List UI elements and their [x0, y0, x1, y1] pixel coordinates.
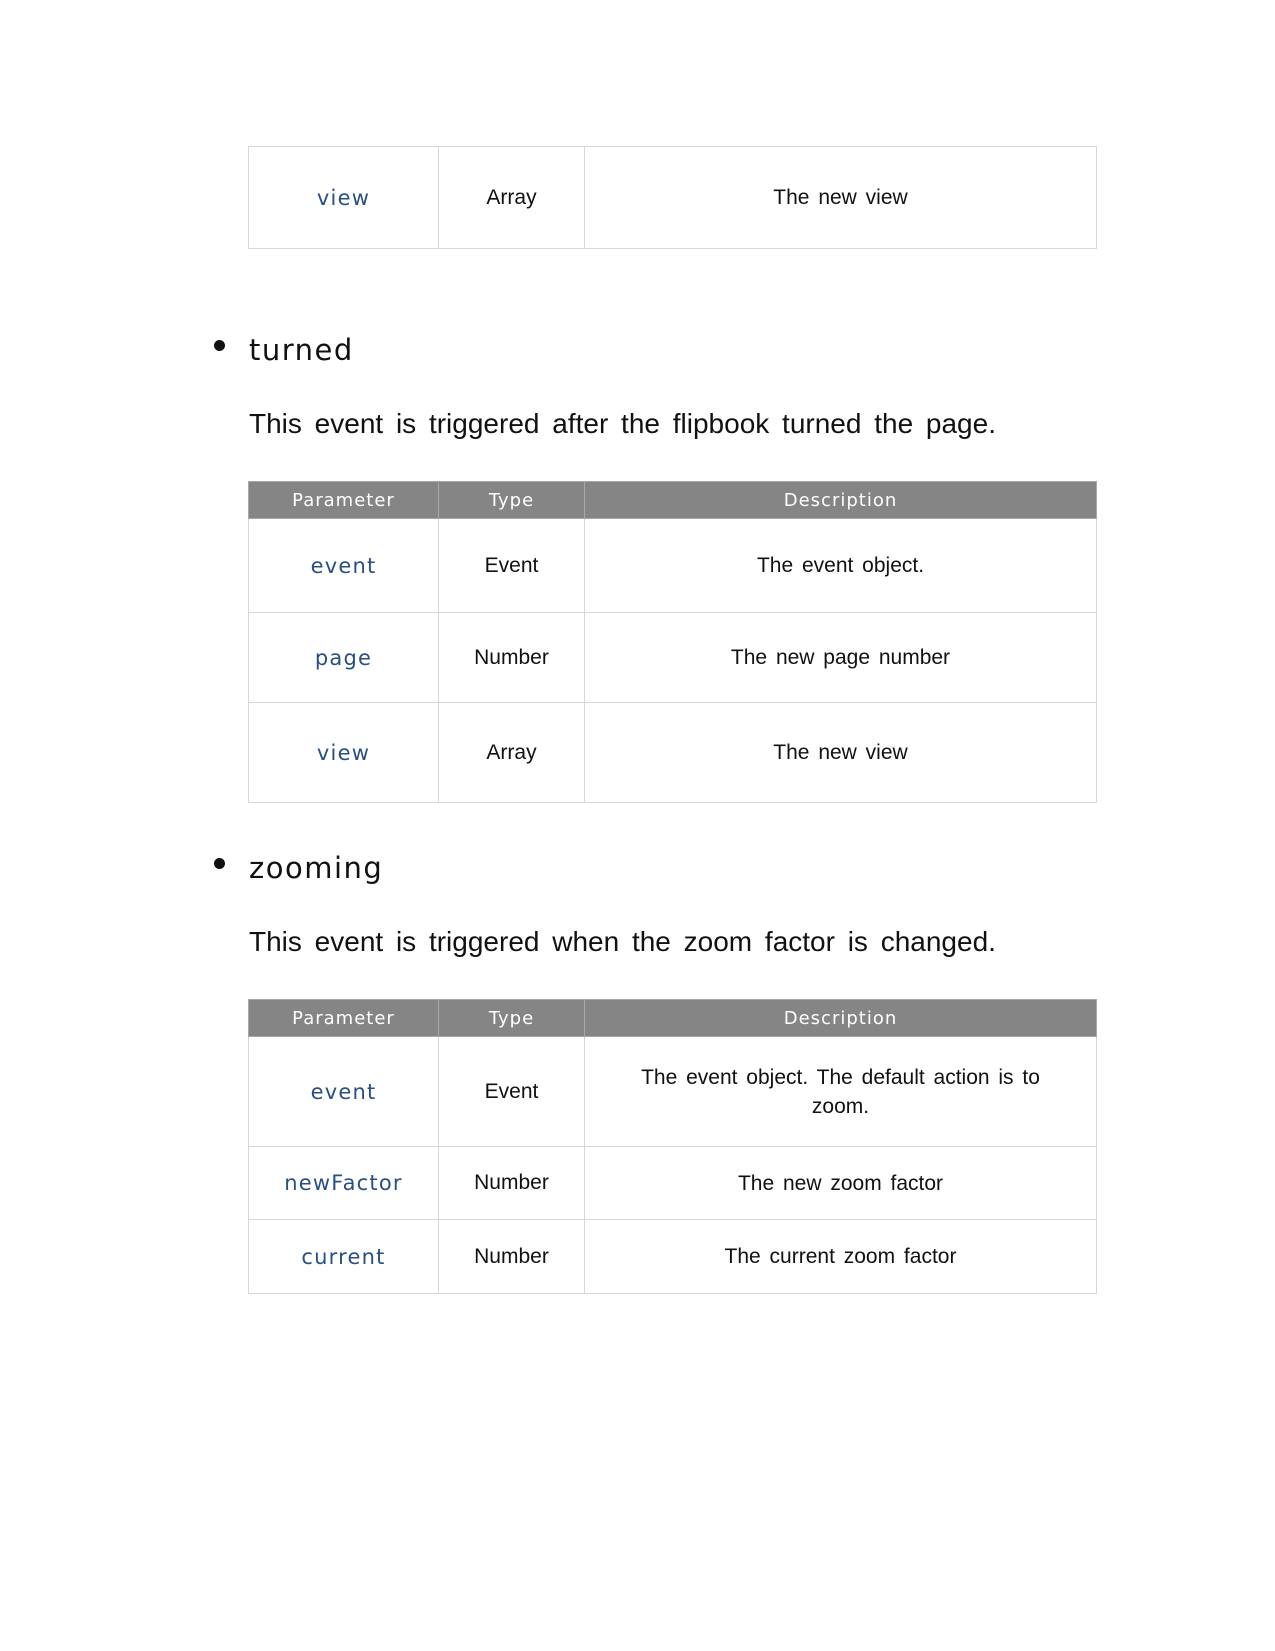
section-intro-zooming: This event is triggered when the zoom factor is changed. — [249, 926, 996, 957]
params-table-zooming — [248, 999, 1097, 1294]
column-header-parameter: Parameter — [249, 1000, 439, 1037]
param-type: Event — [439, 1037, 585, 1147]
table-row — [249, 613, 1097, 703]
param-description: The new view — [585, 703, 1097, 803]
table-row — [249, 1037, 1097, 1147]
section-intro-turned: This event is triggered after the flipbook turned the page. — [249, 408, 996, 439]
param-type: Number — [439, 613, 585, 703]
param-type: Array — [439, 147, 585, 249]
param-description: The new zoom factor — [585, 1147, 1097, 1220]
table-row — [249, 147, 1097, 249]
param-type: Number — [439, 1147, 585, 1220]
param-type: Array — [439, 703, 585, 803]
table-row — [249, 519, 1097, 613]
column-header-description: Description — [585, 482, 1097, 519]
section-title-zooming: zooming — [249, 851, 384, 885]
column-header-description: Description — [585, 1000, 1097, 1037]
param-type: Number — [439, 1220, 585, 1294]
param-name: event — [249, 1037, 439, 1147]
param-name: event — [249, 519, 439, 613]
param-description: The new view — [585, 147, 1097, 249]
table-header-row — [249, 1000, 1097, 1037]
section-title-turned: turned — [249, 333, 354, 367]
table-row — [249, 1147, 1097, 1220]
params-table-continued — [248, 146, 1097, 249]
param-type: Event — [439, 519, 585, 613]
table-row — [249, 703, 1097, 803]
column-header-type: Type — [439, 482, 585, 519]
params-table-turned — [248, 481, 1097, 803]
table-row — [249, 1220, 1097, 1294]
bullet-icon — [214, 340, 225, 351]
param-description: The new page number — [585, 613, 1097, 703]
param-name: view — [249, 147, 439, 249]
bullet-icon — [214, 858, 225, 869]
param-description: The event object. The default action is to zoom. — [585, 1037, 1097, 1147]
param-name: view — [249, 703, 439, 803]
param-name: page — [249, 613, 439, 703]
param-description: The event object. — [585, 519, 1097, 613]
param-name: newFactor — [249, 1147, 439, 1220]
table-header-row — [249, 482, 1097, 519]
column-header-parameter: Parameter — [249, 482, 439, 519]
param-description: The current zoom factor — [585, 1220, 1097, 1294]
param-name: current — [249, 1220, 439, 1294]
column-header-type: Type — [439, 1000, 585, 1037]
